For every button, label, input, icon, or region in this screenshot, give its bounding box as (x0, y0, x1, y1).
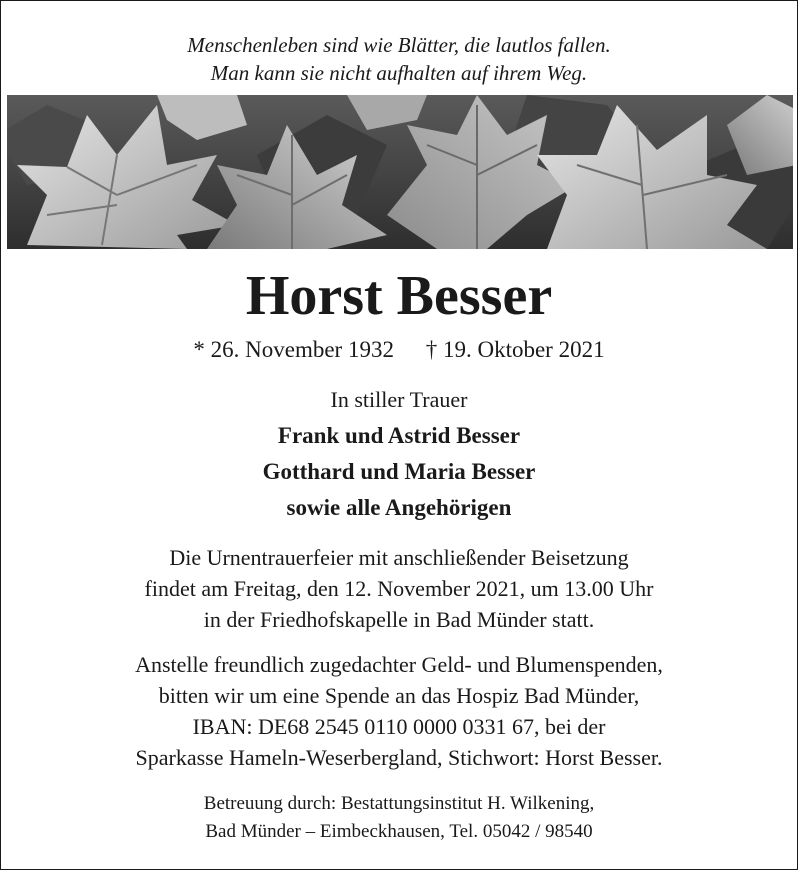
memorial-quote (1, 31, 797, 87)
ceremony-line: in der Friedhofskapelle in Bad Münder statt. (203, 607, 595, 632)
undertaker-line: Betreuung durch: Bestattungsinstitut H. Wilkening, (203, 793, 595, 814)
mourner-line: sowie alle Angehörigen (286, 495, 512, 520)
ceremony-line: findet am Freitag, den 12. November 2021, um 13.00 Uhr (144, 576, 654, 601)
mourner-line: Gotthard und Maria Besser (262, 459, 536, 484)
deceased-name: Horst Besser (245, 265, 553, 327)
ceremony-line: Die Urnentrauerfeier mit anschließender Beisetzung (169, 545, 629, 570)
death-date: † 19. Oktober 2021 (425, 337, 605, 362)
mourners-section (1, 382, 797, 526)
mourner-line: Frank und Astrid Besser (277, 423, 521, 448)
leaves-image-icon (7, 95, 793, 249)
autumn-leaves-photo (7, 95, 793, 249)
donation-line: Sparkasse Hameln-Weserbergland, Stichwort: Horst Besser. (135, 745, 663, 770)
donation-line: Anstelle freundlich zugedachter Geld- und Blumenspenden, (135, 652, 663, 677)
donation-line: bitten wir um eine Spende an das Hospiz Bad Münder, (158, 683, 640, 708)
undertaker-line: Bad Münder – Eimbeckhausen, Tel. 05042 / 98540 (205, 821, 593, 842)
quote-line-1: Menschenleben sind wie Blätter, die lautlos fallen. (187, 33, 611, 57)
undertaker-info (1, 790, 797, 846)
life-dates (1, 335, 797, 365)
donation-line: IBAN: DE68 2545 0110 0000 0331 67, bei der (192, 714, 606, 739)
donation-request (1, 649, 797, 773)
funeral-ceremony-info (1, 542, 797, 635)
birth-date: * 26. November 1932 (193, 337, 394, 362)
mourning-lead: In stiller Trauer (330, 387, 468, 412)
quote-line-2: Man kann sie nicht aufhalten auf ihrem Weg. (210, 61, 588, 85)
